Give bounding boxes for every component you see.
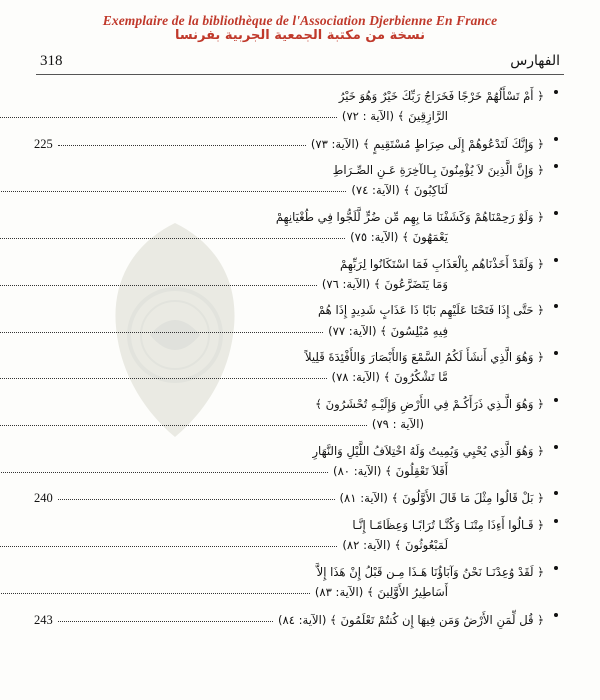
toc-entry-line: ﴿ أَمْ تَسْأَلُهُمْ خَرْجًا فَخَرَاجُ رَبِّكَ خَيْرٌ وَهُوَ خَيْرُ bbox=[338, 88, 544, 103]
toc-entry-lines bbox=[34, 610, 544, 631]
toc-entry[interactable] bbox=[34, 87, 558, 127]
bullet-icon bbox=[554, 613, 558, 617]
toc-entry-lines bbox=[34, 516, 544, 556]
toc-entry-leader-line bbox=[0, 274, 544, 295]
toc-entry-last-line: الرَّازِقِينَ ﴾ (الآية : ٧٢) bbox=[341, 108, 448, 123]
dot-leader bbox=[0, 538, 337, 548]
dot-leader bbox=[0, 370, 327, 380]
toc-entry[interactable] bbox=[34, 208, 558, 248]
bullet-icon bbox=[554, 445, 558, 449]
bullet-icon bbox=[554, 211, 558, 215]
toc-entry-leader-line bbox=[0, 227, 544, 248]
toc-entry-last-line: أَسَاطِيرُ الأَوَّلِينَ ﴾ (الآية: ٨٣) bbox=[314, 584, 448, 599]
toc-entry[interactable] bbox=[34, 301, 558, 341]
bullet-icon bbox=[554, 566, 558, 570]
running-head bbox=[34, 53, 566, 70]
toc-entry-last-line: (الآية : ٧٩) bbox=[371, 417, 424, 432]
toc-entry-last-line: ﴿ قُل لِّمَنِ الأَرْضُ وَمَن فِيهَا إِن كُنتُمْ تَعْلَمُونَ ﴾ (الآية: ٨٤) bbox=[277, 612, 544, 627]
toc-entry-line: ﴿ وَلَوْ رَحِمْنَاهُمْ وَكَشَفْنَا مَا بِهِم مِّن ضُرٍّ لَّلَجُّوا فِي طُغْيَانِهِمْ bbox=[275, 209, 544, 224]
library-stamp-french: Exemplaire de la bibliothèque de l'Association Djerbienne En France bbox=[102, 13, 498, 28]
dot-leader bbox=[58, 612, 273, 622]
running-head-title: الفهارس bbox=[510, 52, 560, 69]
header-rule bbox=[36, 74, 564, 75]
toc-entry-leader-line bbox=[0, 414, 544, 435]
toc-entry-line: ﴿ قَـالُوا أَءِذَا مِتْنَـا وَكُنَّـا تُرَابًـا وَعِظَامًـا إِنَّـا bbox=[352, 518, 544, 533]
dot-leader bbox=[0, 276, 317, 286]
toc-entry-lines bbox=[34, 134, 544, 155]
toc-entry-lines bbox=[34, 348, 544, 388]
toc-entry[interactable] bbox=[34, 348, 558, 388]
toc-entry-lines bbox=[34, 488, 544, 509]
toc-entry-last-line: وَمَا يَتَضَرَّعُونَ ﴾ (الآية: ٧٦) bbox=[321, 276, 448, 291]
bullet-icon bbox=[554, 491, 558, 495]
toc-entry-leader-line bbox=[0, 582, 544, 603]
bullet-icon bbox=[554, 351, 558, 355]
toc-entry-leader-line bbox=[0, 535, 544, 556]
toc-entry-line: ﴿ وَهُوَ الَّذِي يُحْيِي وَيُمِيتُ وَلَهُ اخْتِلاَفُ اللَّيْلِ وَالنَّهَارِ bbox=[312, 443, 544, 458]
toc-entry[interactable] bbox=[34, 442, 558, 482]
dot-leader bbox=[0, 416, 367, 426]
toc-entry[interactable] bbox=[34, 563, 558, 603]
toc-entry-leader-line bbox=[34, 134, 544, 155]
toc-entry-lines bbox=[34, 563, 544, 603]
dot-leader bbox=[0, 584, 310, 594]
toc-entry-line: ﴿ حَتَّى إِذَا فَتَحْنَا عَلَيْهِم بَابًا ذَا عَذَابٍ شَدِيدٍ إِذَا هُمْ bbox=[317, 303, 544, 318]
toc-entry-line: ﴿ وَلَقَدْ أَخَذْنَاهُم بِالْعَذَابِ فَمَا اسْتَكَانُوا لِرَبِّهِمْ bbox=[340, 256, 544, 271]
toc-entry-last-line: لَنَاكِبُونَ ﴾ (الآية: ٧٤) bbox=[351, 183, 448, 198]
toc-entry-page-number: 243 bbox=[34, 612, 53, 627]
bullet-icon bbox=[554, 258, 558, 262]
dot-leader bbox=[0, 229, 345, 239]
bullet-icon bbox=[554, 164, 558, 168]
toc-entry-lines bbox=[34, 301, 544, 341]
toc-entry-leader-line bbox=[0, 367, 544, 388]
toc-entry-last-line: مَّا تَشْكُرُونَ ﴾ (الآية: ٧٨) bbox=[331, 370, 448, 385]
toc-entry-lines bbox=[34, 161, 544, 201]
toc-entry-leader-line bbox=[34, 610, 544, 631]
toc-entry[interactable] bbox=[34, 610, 558, 631]
dot-leader bbox=[0, 463, 328, 473]
toc-entry-last-line: ﴿ بَلْ قَالُوا مِثْلَ مَا قَالَ الأَوَّلُونَ ﴾ (الآية: ٨١) bbox=[339, 491, 544, 506]
toc-entry-page-number: 225 bbox=[34, 136, 53, 151]
bullet-icon bbox=[554, 519, 558, 523]
toc-entry-lines bbox=[34, 87, 544, 127]
toc-entry-leader-line bbox=[0, 461, 544, 482]
dot-leader bbox=[58, 491, 335, 501]
toc-entry-last-line: فِيهِ مُبْلِسُونَ ﴾ (الآية: ٧٧) bbox=[328, 323, 448, 338]
toc-entry-line: ﴿ لَقَدْ وُعِدْنَـا نَحْنُ وَآبَاؤُنَا هَـذَا مِـن قَبْلُ إِنْ هَذَا إِلاَّ bbox=[316, 564, 544, 579]
page-number: 318 bbox=[40, 52, 63, 69]
toc-entry-leader-line bbox=[0, 106, 544, 127]
toc-entry-line: ﴿ وَهُوَ الَّـذِي ذَرَأَكُـمْ فِي الأَرْضِ وَإِلَيْـهِ تُحْشَرُونَ ﴾ bbox=[315, 396, 544, 411]
library-stamp-arabic: نسخة من مكتبة الجمعية الجربية بفرنسا bbox=[175, 28, 425, 44]
toc-entry[interactable] bbox=[34, 395, 558, 435]
toc-entry[interactable] bbox=[34, 255, 558, 295]
toc-entry-lines bbox=[34, 442, 544, 482]
toc-entry-last-line: أَفَلاَ تَعْقِلُونَ ﴾ (الآية: ٨٠) bbox=[333, 463, 448, 478]
toc-entry-lines bbox=[34, 208, 544, 248]
dot-leader bbox=[0, 183, 346, 193]
dot-leader bbox=[58, 136, 306, 146]
toc-entry[interactable] bbox=[34, 516, 558, 556]
toc-entry-last-line: لَمَبْعُوثُونَ ﴾ (الآية: ٨٢) bbox=[342, 538, 448, 553]
toc-entry-leader-line bbox=[0, 321, 544, 342]
bullet-icon bbox=[554, 90, 558, 94]
toc-entry-last-line: ﴿ وَإِنَّكَ لَتَدْعُوهُمْ إِلَى صِرَاطٍ مُسْتَقِيمٍ ﴾ (الآية: ٧٣) bbox=[310, 136, 544, 151]
toc-entry-lines bbox=[34, 395, 544, 435]
toc-entry-line: ﴿ وَإِنَّ الَّذِينَ لاَ يُؤْمِنُونَ بِـالآخِرَةِ عَـنِ الصِّـرَاطِ bbox=[332, 163, 544, 178]
table-of-contents bbox=[34, 87, 566, 630]
toc-entry-leader-line bbox=[0, 180, 544, 201]
toc-entry-line: ﴿ وَهُوَ الَّذِي أَنشَأَ لَكُمُ السَّمْعَ وَالأَبْصَارَ وَالأَفْئِدَةَ قَلِيلاً bbox=[304, 350, 544, 365]
toc-entry[interactable] bbox=[34, 488, 558, 509]
toc-entry-page-number: 240 bbox=[34, 491, 53, 506]
bullet-icon bbox=[554, 137, 558, 141]
bullet-icon bbox=[554, 304, 558, 308]
library-stamp bbox=[34, 14, 566, 43]
toc-entry-lines bbox=[34, 255, 544, 295]
bullet-icon bbox=[554, 398, 558, 402]
toc-entry[interactable] bbox=[34, 134, 558, 155]
toc-entry-last-line: يَعْمَهُونَ ﴾ (الآية: ٧٥) bbox=[350, 230, 448, 245]
dot-leader bbox=[0, 323, 323, 333]
dot-leader bbox=[0, 108, 337, 118]
toc-entry-leader-line bbox=[34, 488, 544, 509]
toc-entry[interactable] bbox=[34, 161, 558, 201]
